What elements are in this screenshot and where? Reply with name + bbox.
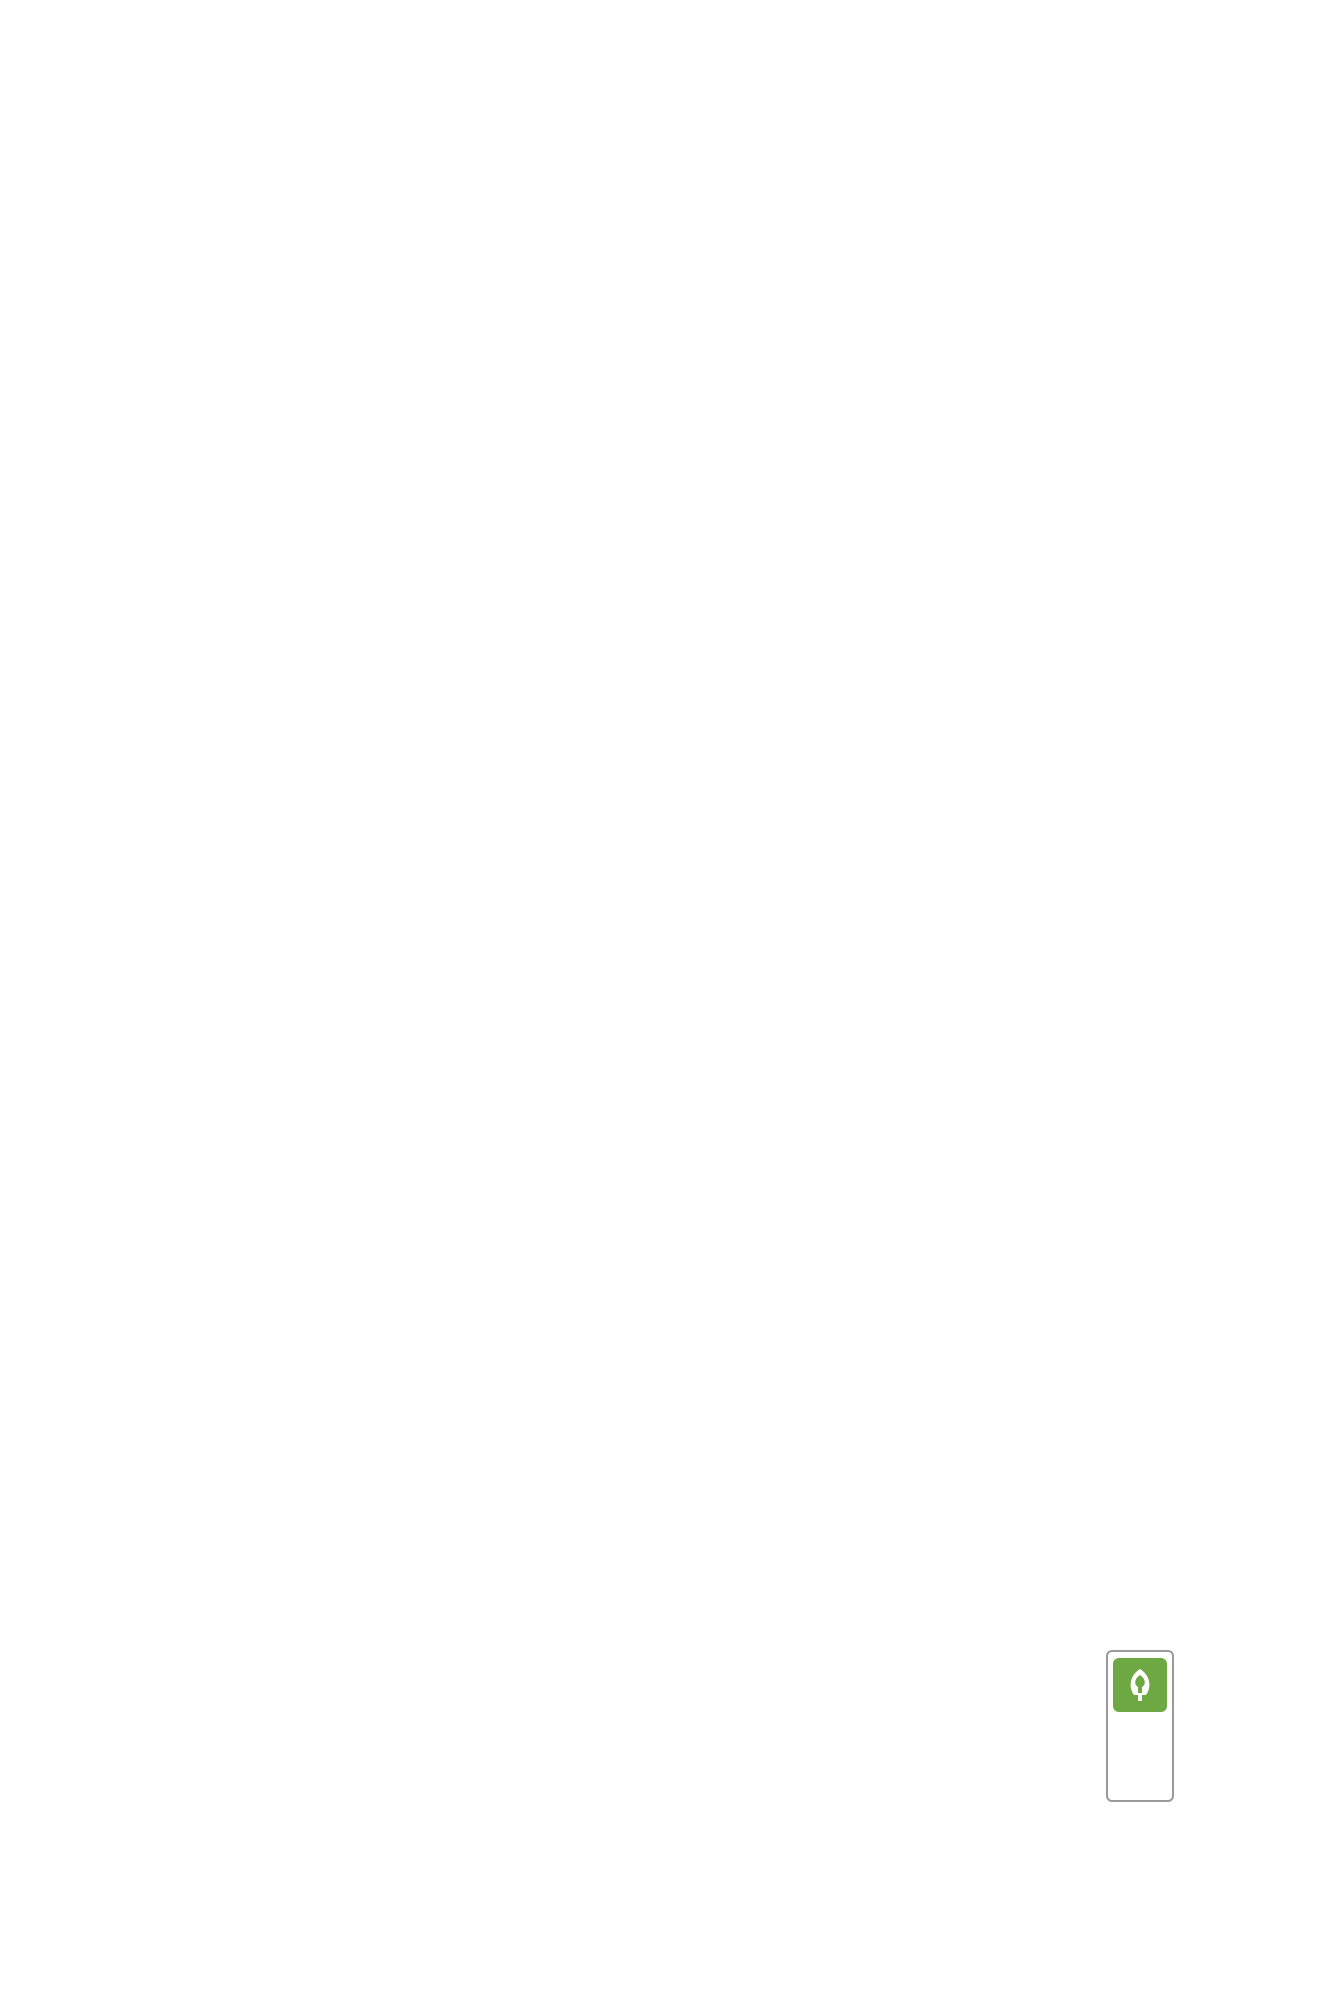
pefc-tree-icon bbox=[1113, 1658, 1167, 1712]
credits bbox=[688, 1576, 1108, 1633]
pefc-certification-badge bbox=[1106, 1650, 1174, 1802]
